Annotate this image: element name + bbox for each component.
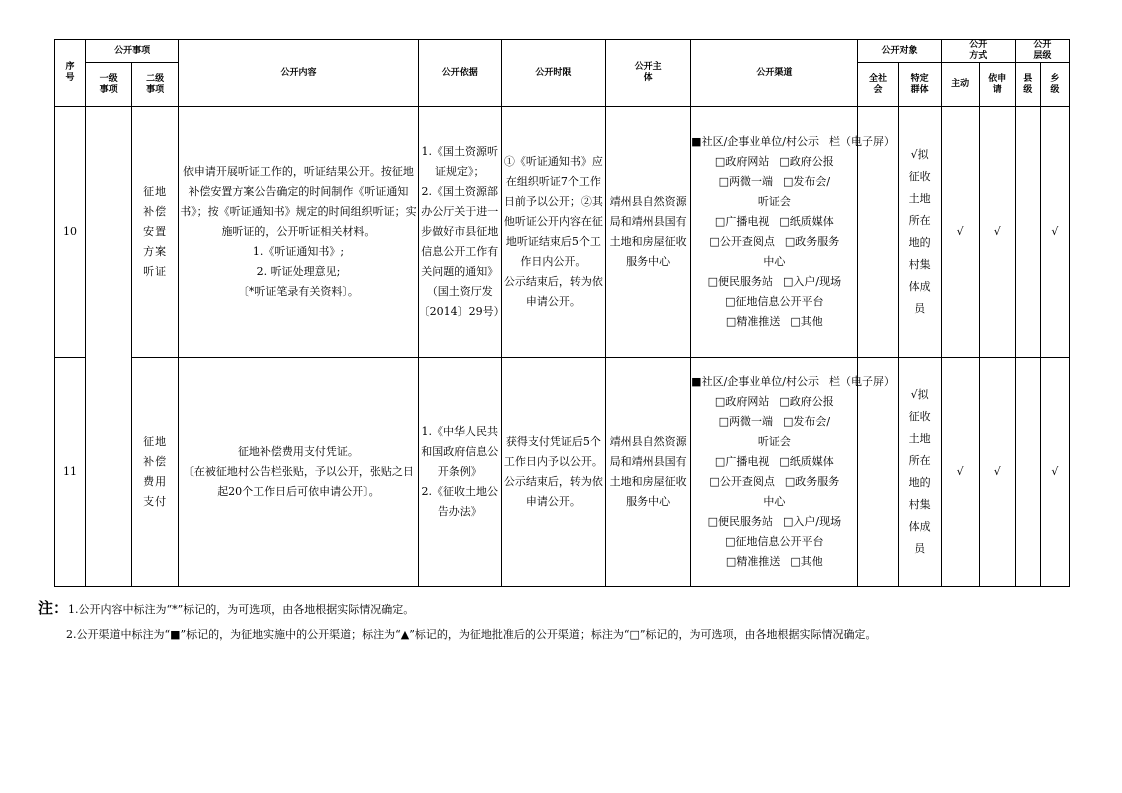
row-target-specific: √拟征收土地所在地的村集体成员 — [898, 107, 941, 358]
time-limit-line: 获得支付凭证后5个工作日内予以公开。 — [503, 435, 603, 468]
level2-text: 征地补偿费用支付 — [143, 435, 168, 508]
content-line: 依申请开展听证工作的，听证结果公开。按征地补偿安置方案公告确定的时间制作《听证通知书》；按《听证通知书》规定的时间组织听证；实施听证的，公开听证相关材料。 — [180, 165, 417, 238]
row-time-limit — [501, 358, 605, 587]
channel-line — [691, 532, 857, 552]
header-item-group: 公开事项 — [86, 40, 179, 63]
header-channel: 公开渠道 — [691, 40, 858, 107]
row-method-active: √ — [941, 107, 979, 358]
header-target-group: 公开对象 — [858, 40, 941, 63]
channel-option: □便民服务站 — [707, 515, 773, 528]
channel-option: ■社区/企事业单位/村公示 — [691, 135, 819, 148]
header-seq: 序号 — [55, 40, 86, 107]
level1-cell — [86, 107, 132, 587]
channel-option: □广播电视 — [714, 455, 770, 468]
row-channels — [691, 107, 895, 358]
channel-option: □政府公报 — [779, 155, 834, 168]
header-method-group: 公开方式 — [941, 40, 1015, 63]
header-target-all: 全社会 — [858, 63, 898, 107]
header-level-county: 县级 — [1015, 63, 1040, 107]
channel-option: □征地信息公开平台 — [725, 295, 824, 308]
channel-option: □公开查阅点 — [709, 235, 775, 248]
channel-line — [691, 492, 857, 512]
channel-option: □政务服务 — [784, 475, 840, 488]
row-level-town: √ — [1040, 358, 1069, 587]
channel-option: 听证会 — [757, 435, 791, 448]
channel-line — [691, 512, 857, 532]
channel-line — [691, 232, 857, 252]
table-row — [55, 358, 1070, 587]
time-limit-line: 公示结束后，转为依申请公开。 — [503, 275, 603, 308]
header-method-request: 依申请 — [979, 63, 1015, 107]
note-label: 注： — [38, 599, 69, 617]
header-level2: 二级事项 — [132, 63, 179, 107]
channel-line — [691, 552, 857, 572]
channel-option: 栏（电子屏） — [828, 135, 895, 148]
channel-list — [691, 372, 895, 572]
channel-line — [691, 272, 857, 292]
channel-line — [691, 472, 857, 492]
basis-line: 2.《国土资源部办公厅关于进一步做好市县征地信息公开工作有关问题的通知》（国土资厅发〔2014〕29号） — [418, 185, 505, 318]
channel-line — [691, 172, 857, 192]
row-level2 — [132, 358, 179, 587]
row-time-limit — [501, 107, 605, 358]
table-row — [55, 107, 1070, 358]
header-time-limit: 公开时限 — [501, 40, 605, 107]
channel-option: □精准推送 — [725, 315, 781, 328]
channel-line — [691, 132, 895, 152]
channel-option: □两微一端 — [718, 415, 773, 428]
row-level2 — [132, 107, 179, 358]
channel-option: ■社区/企事业单位/村公示 — [691, 375, 819, 388]
content-line: 1.《听证通知书》; — [252, 245, 345, 258]
channel-option: □入户/现场 — [782, 515, 842, 528]
row-target-specific: √拟征收土地所在地的村集体成员 — [898, 358, 941, 587]
channel-option: □其他 — [790, 315, 823, 328]
channel-option: 中心 — [763, 255, 786, 268]
channel-option: 听证会 — [757, 195, 791, 208]
row-channels — [691, 358, 895, 587]
channel-line — [691, 192, 857, 212]
channel-option: 栏（电子屏） — [828, 375, 895, 388]
row-seq: 11 — [55, 358, 86, 587]
row-content — [179, 358, 418, 587]
header-content: 公开内容 — [179, 40, 418, 107]
channel-line — [691, 412, 857, 432]
note-2 — [66, 626, 876, 642]
row-level-county — [1015, 358, 1040, 587]
channel-line — [691, 312, 857, 332]
row-seq: 10 — [55, 107, 86, 358]
row-method-request: √ — [979, 107, 1015, 358]
channel-option: □发布会/ — [782, 175, 831, 188]
channel-option: □政府网站 — [714, 395, 770, 408]
channel-line — [691, 372, 895, 392]
row-basis — [418, 358, 501, 587]
channel-line — [691, 452, 857, 472]
channel-option: 中心 — [763, 495, 786, 508]
channel-option: □纸质媒体 — [779, 215, 834, 228]
channel-option: □政务服务 — [784, 235, 840, 248]
channel-option: □公开查阅点 — [709, 475, 775, 488]
channel-line — [691, 432, 857, 452]
channel-option: □两微一端 — [718, 175, 773, 188]
header-subject: 公开主体 — [606, 40, 691, 107]
disclosure-table — [54, 39, 1070, 587]
row-subject: 靖州县自然资源局和靖州县国有土地和房屋征收服务中心 — [606, 358, 691, 587]
header-method-active: 主动 — [941, 63, 979, 107]
channel-option: □广播电视 — [714, 215, 770, 228]
channel-line — [691, 152, 857, 172]
channel-line — [691, 292, 857, 312]
row-basis — [418, 107, 505, 358]
row-subject: 靖州县自然资源局和靖州县国有土地和房屋征收服务中心 — [606, 107, 691, 358]
time-limit-line: 公示结束后，转为依申请公开。 — [503, 475, 603, 508]
channel-line — [691, 252, 857, 272]
header-basis: 公开依据 — [418, 40, 501, 107]
channel-option: □其他 — [790, 555, 823, 568]
row-content — [179, 107, 418, 358]
basis-line: 1.《国土资源听证规定》； — [421, 145, 498, 178]
channel-list — [691, 132, 895, 332]
header-level1: 一级事项 — [86, 63, 132, 107]
row-method-active: √ — [941, 358, 979, 587]
channel-option: □征地信息公开平台 — [725, 535, 824, 548]
basis-line: 2.《征收土地公告办法》 — [421, 485, 498, 518]
header-level-group: 公开层级 — [1015, 40, 1069, 63]
level2-text: 征地补偿安置方案听证 — [143, 185, 168, 278]
channel-option: □便民服务站 — [707, 275, 773, 288]
channel-option: □精准推送 — [725, 555, 781, 568]
channel-option: □纸质媒体 — [779, 455, 834, 468]
note-1-text: 1.公开内容中标注为“*”标记的，为可选项，由各地根据实际情况确定。 — [68, 603, 415, 616]
note-1 — [38, 597, 414, 618]
channel-line — [691, 212, 857, 232]
content-line: 〔在被征地村公告栏张贴，予以公开，张贴之日起20个工作日后可依申请公开〕。 — [182, 465, 414, 498]
channel-option: □发布会/ — [782, 415, 831, 428]
header-level-town: 乡级 — [1040, 63, 1069, 107]
row-level-county — [1015, 107, 1040, 358]
time-limit-line: ①《听证通知书》应在组织听证7个工作日前予以公开；②其他听证公开内容在征地听证结束后5个工作日内公开。 — [503, 155, 603, 268]
channel-option: □入户/现场 — [782, 275, 842, 288]
header-target-specific: 特定群体 — [898, 63, 941, 107]
note-2-text: 2.公开渠道中标注为“■”标记的，为征地实施中的公开渠道；标注为“▲”标记的，为征地批准后的公开渠道；标注为“□”标记的，为可选项，由各地根据实际情况确定。 — [66, 628, 877, 641]
content-line: 征地补偿费用支付凭证。 — [237, 445, 359, 458]
row-method-request: √ — [979, 358, 1015, 587]
channel-option: □政府网站 — [714, 155, 770, 168]
channel-line — [691, 392, 857, 412]
basis-line: 1.《中华人民共和国政府信息公开条例》 — [421, 425, 499, 478]
content-line: 2. 听证处理意见; — [256, 265, 341, 278]
channel-option: □政府公报 — [779, 395, 834, 408]
row-level-town: √ — [1040, 107, 1069, 358]
row-target-all — [858, 358, 898, 587]
content-line: 〔*听证笔录有关资料〕。 — [237, 285, 359, 298]
